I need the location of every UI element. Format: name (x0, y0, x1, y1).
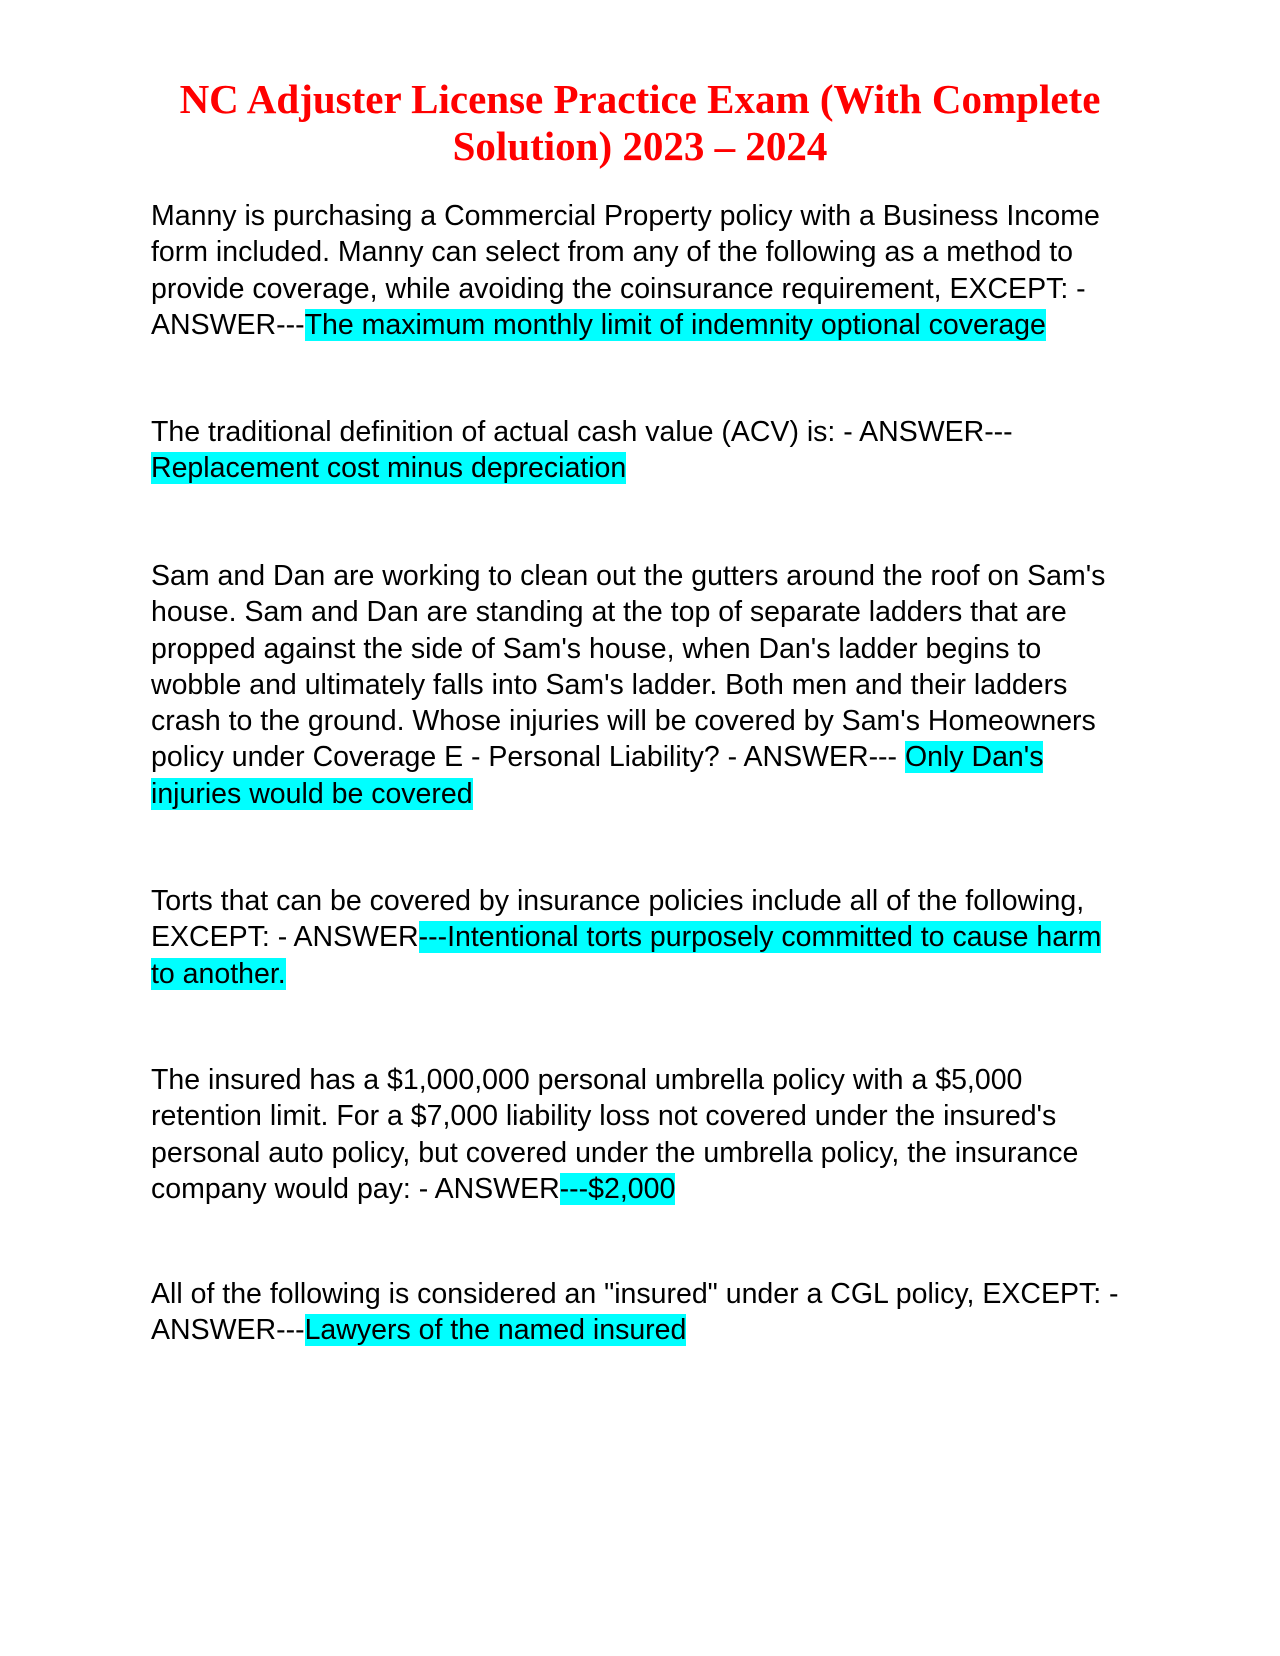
qa-item (151, 414, 1131, 487)
document-title: NC Adjuster License Practice Exam (With Complete Solution) 2023 – 2024 (179, 76, 1101, 169)
question-text: All of the following is considered an "insured" under a CGL policy, EXCEPT: - ANSWER--- (151, 1278, 1119, 1347)
qa-item (151, 1062, 1131, 1207)
qa-item (151, 883, 1131, 992)
answer-highlight: ---$2,000 (559, 1172, 676, 1205)
answer-highlight: Only Dan's injuries would be covered (151, 741, 1044, 810)
question-text: The traditional definition of actual cash value (ACV) is: - ANSWER--- (151, 416, 1013, 448)
answer-highlight: The maximum monthly limit of indemnity optional coverage (304, 308, 1046, 341)
question-text: Torts that can be covered by insurance policies include all of the following, EXCEPT: - ANSWER (151, 885, 1085, 954)
answer-highlight: Replacement cost minus depreciation (151, 452, 627, 485)
qa-item (151, 198, 1131, 343)
answer-highlight: Lawyers of the named insured (304, 1314, 687, 1347)
question-text: Sam and Dan are working to clean out the gutters around the roof on Sam's house. Sam and Dan are standing at the top of separate ladders that are propped against the side of Sam's house, when Dan's ladder begins to wobble and ultimately falls into Sam's ladder. Both men and their ladders crash to the ground. Whose injuries will be covered by Sam's Homeowners policy under Coverage E - Personal Liability? - ANSWER--- (151, 560, 1106, 774)
qa-item (151, 558, 1131, 812)
question-text: The insured has a $1,000,000 personal umbrella policy with a $5,000 retention limit. For a $7,000 liability loss not covered under the insured's personal auto policy, but covered under the umbrella policy, the insurance company would pay: - ANSWER (151, 1064, 1079, 1205)
question-text: Manny is purchasing a Commercial Property policy with a Business Income form included. Manny can select from any of the following as a method to provide coverage, while avoiding the coinsurance requirement, EXCEPT: - ANSWER--- (151, 200, 1100, 341)
answer-highlight: ---Intentional torts purposely committed to cause harm to another. (151, 921, 1102, 990)
qa-item (151, 1276, 1131, 1349)
